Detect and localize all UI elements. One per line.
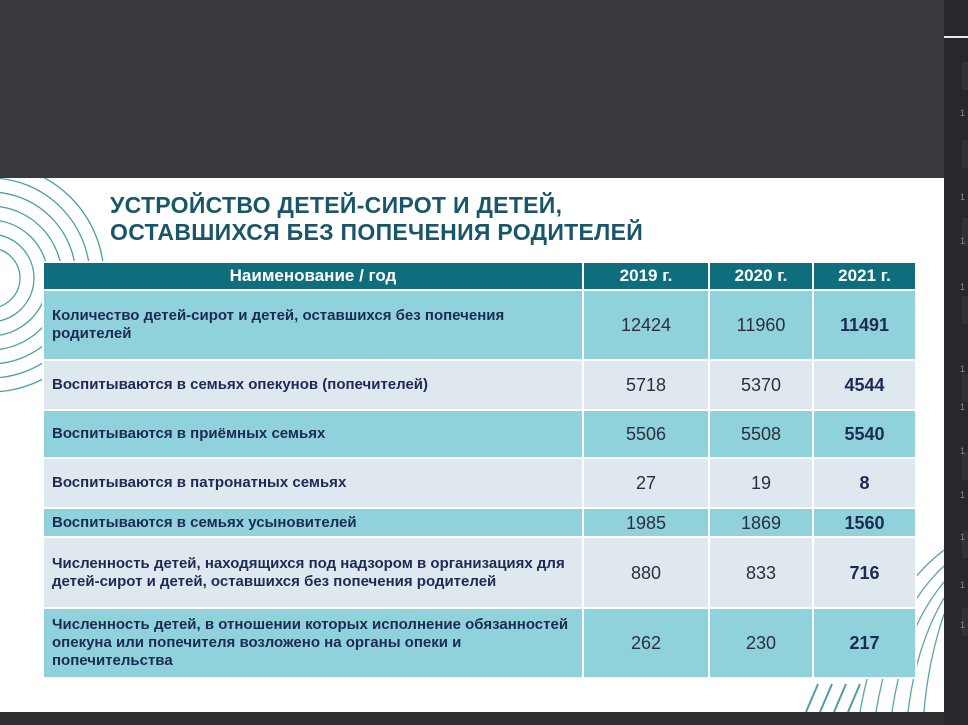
table-row (43, 290, 916, 360)
value-2020: 5370 (709, 360, 813, 410)
value-2021: 217 (813, 608, 916, 678)
dark-background-bottom (0, 712, 944, 725)
row-name: Воспитываются в приёмных семьях (43, 410, 583, 458)
value-2020: 1869 (709, 508, 813, 537)
side-panel-number: 1 (960, 364, 966, 374)
side-panel-number: 1 (960, 282, 966, 292)
side-panel-row[interactable] (962, 374, 968, 402)
side-panel-number: 1 (960, 446, 966, 456)
side-panel-row[interactable] (962, 296, 968, 324)
row-name: Численность детей, в отношении которых исполнение обязанностей опекуна или попечителя возложено на органы опеки и попечительства (43, 608, 583, 678)
value-2020: 230 (709, 608, 813, 678)
row-name: Воспитываются в семьях опекунов (попечителей) (43, 360, 583, 410)
table-header-row (43, 262, 916, 290)
value-2021: 1560 (813, 508, 916, 537)
header-name-year: Наименование / год (43, 262, 583, 290)
value-2021: 716 (813, 537, 916, 608)
table-row (43, 360, 916, 410)
side-panel-divider (944, 36, 968, 38)
row-name: Численность детей, находящихся под надзором в организациях для детей-сирот и детей, оставшихся без попечения родителей (43, 537, 583, 608)
value-2021: 4544 (813, 360, 916, 410)
slide-title-line-2: ОСТАВШИХСЯ БЕЗ ПОПЕЧЕНИЯ РОДИТЕЛЕЙ (110, 219, 644, 245)
value-2020: 19 (709, 458, 813, 508)
slide-title-line-1: УСТРОЙСТВО ДЕТЕЙ-СИРОТ И ДЕТЕЙ, (110, 192, 563, 218)
side-panel-number: 1 (960, 620, 966, 630)
value-2019: 5718 (583, 360, 709, 410)
side-panel-number: 1 (960, 490, 966, 500)
slide-title (110, 192, 643, 246)
value-2021: 5540 (813, 410, 916, 458)
side-panel-number: 1 (960, 532, 966, 542)
value-2019: 1985 (583, 508, 709, 537)
table-row (43, 458, 916, 508)
row-name: Воспитываются в семьях усыновителей (43, 508, 583, 537)
presentation-slide (0, 178, 944, 712)
value-2021: 11491 (813, 290, 916, 360)
table-row (43, 508, 916, 537)
side-panel-number: 1 (960, 192, 966, 202)
statistics-table (42, 261, 917, 679)
row-name: Воспитываются в патронатных семьях (43, 458, 583, 508)
value-2019: 12424 (583, 290, 709, 360)
side-panel-number: 1 (960, 580, 966, 590)
value-2020: 5508 (709, 410, 813, 458)
value-2021: 8 (813, 458, 916, 508)
value-2020: 11960 (709, 290, 813, 360)
table-row (43, 410, 916, 458)
header-2019: 2019 г. (583, 262, 709, 290)
value-2019: 880 (583, 537, 709, 608)
header-2020: 2020 г. (709, 262, 813, 290)
side-panel-row[interactable] (962, 140, 968, 168)
value-2019: 5506 (583, 410, 709, 458)
side-panel-row[interactable] (962, 62, 968, 90)
side-panel-row[interactable] (962, 452, 968, 480)
row-name: Количество детей-сирот и детей, оставшихся без попечения родителей (43, 290, 583, 360)
header-2021: 2021 г. (813, 262, 916, 290)
side-panel-number: 1 (960, 236, 966, 246)
side-panel-number: 1 (960, 108, 966, 118)
dark-background-top (0, 0, 944, 178)
side-panel-number: 1 (960, 402, 966, 412)
value-2020: 833 (709, 537, 813, 608)
table-row (43, 608, 916, 678)
value-2019: 262 (583, 608, 709, 678)
table-row (43, 537, 916, 608)
value-2019: 27 (583, 458, 709, 508)
